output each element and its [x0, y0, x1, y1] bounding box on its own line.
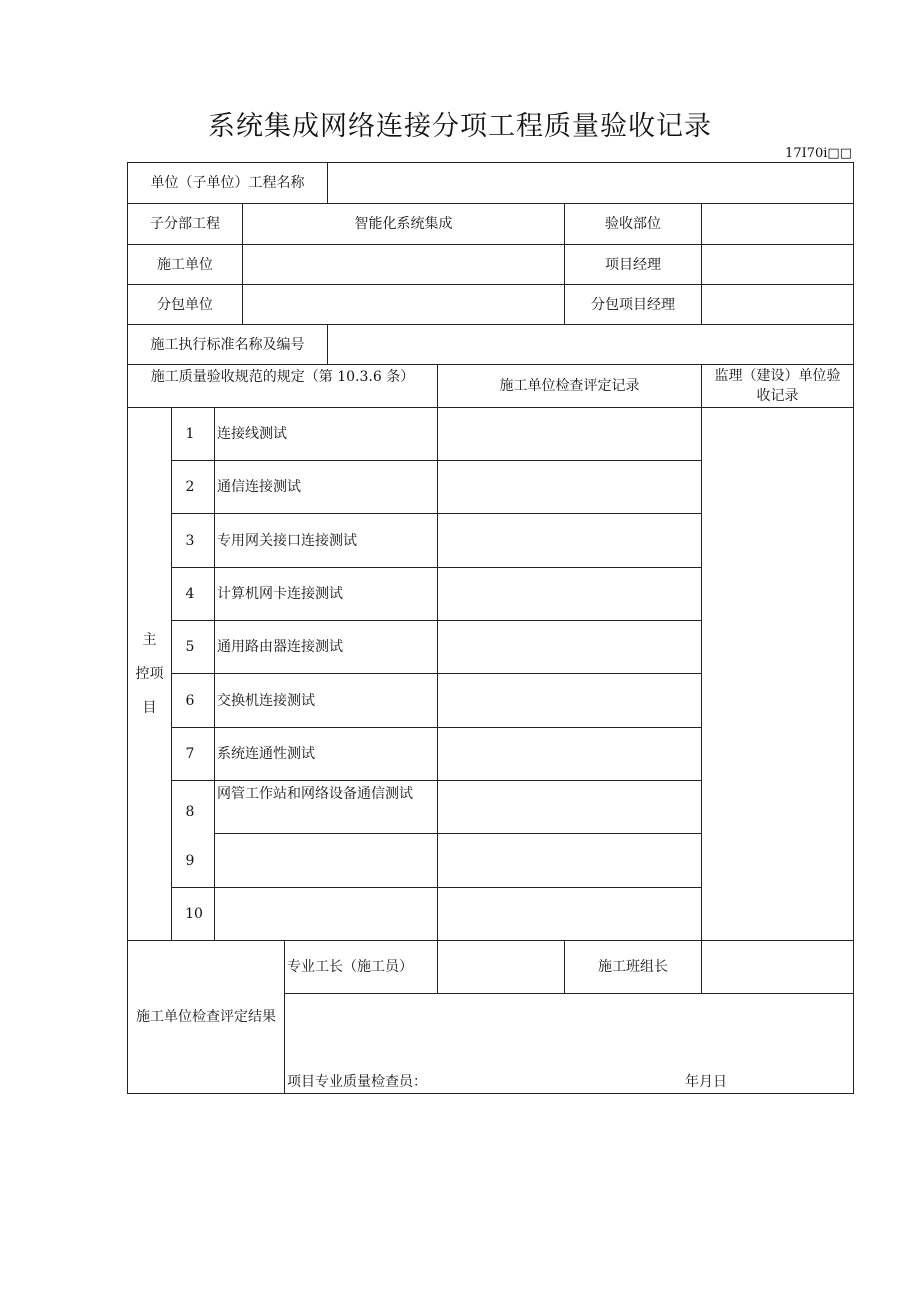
standard-field[interactable]: [328, 325, 853, 364]
main-control-char-1: 主: [142, 632, 157, 648]
item-record-field[interactable]: [438, 834, 701, 887]
supervision-header-line1: 监理（建设）单位验: [714, 368, 841, 384]
item-record-field[interactable]: [438, 674, 701, 727]
item-text: 系统连通性测试: [217, 746, 315, 762]
item-record-field[interactable]: [438, 888, 701, 940]
form-code: 17I70i□□: [785, 146, 852, 161]
item-record-field[interactable]: [438, 514, 701, 567]
subdivision-label: 子分部工程: [150, 216, 220, 232]
acceptance-part-field[interactable]: [702, 204, 853, 244]
item-text: 通信连接测试: [217, 479, 301, 495]
subcontract-manager-label: 分包项目经理: [591, 296, 675, 313]
subcontract-unit-label: 分包单位: [157, 296, 213, 313]
unit-name-field[interactable]: [328, 163, 853, 203]
construction-unit-field[interactable]: [243, 245, 564, 284]
subdivision-value[interactable]: 智能化系统集成: [354, 216, 453, 232]
subcontract-unit-field[interactable]: [243, 285, 564, 324]
standard-label: 施工执行标准名称及编号: [150, 336, 305, 353]
item-text: 交换机连接测试: [217, 692, 315, 709]
page-title: 系统集成网络连接分项工程质量验收记录: [208, 111, 712, 142]
main-control-char-3: 目: [142, 700, 157, 716]
date-label: 年月日: [685, 1074, 727, 1090]
item-number: 4: [185, 586, 195, 602]
supervision-column-header: [702, 365, 853, 407]
item-record-field[interactable]: [438, 781, 701, 833]
construction-unit-label: 施工单位: [157, 256, 213, 273]
item-record-field[interactable]: [438, 568, 701, 620]
foreman-label: 专业工长（施工员）: [287, 959, 413, 975]
result-comment-field[interactable]: [285, 994, 853, 1066]
project-manager-label: 项目经理: [605, 256, 661, 273]
project-manager-field[interactable]: [702, 245, 853, 284]
item-number: 2: [185, 479, 195, 495]
table-border-right: [853, 162, 854, 1094]
check-record-column-header: 施工单位检查评定记录: [499, 378, 640, 394]
inspector-label: 项目专业质量检查员：: [287, 1074, 427, 1090]
item-text: 通用路由器连接测试: [217, 639, 343, 655]
item-number: 6: [185, 692, 195, 709]
item-text[interactable]: [215, 834, 437, 887]
item-text: 连接线测试: [217, 426, 287, 442]
item-record-field[interactable]: [438, 461, 701, 513]
supervision-header-line2: 收记录: [756, 388, 799, 404]
team-leader-field[interactable]: [702, 941, 853, 993]
table-border-bottom: [127, 1093, 854, 1094]
foreman-field[interactable]: [438, 941, 564, 993]
item-text: 网管工作站和网络设备通信测试: [217, 786, 413, 802]
spec-column-header: 施工质量验收规范的规定（第 10.3.6 条）: [150, 369, 415, 385]
item-text[interactable]: [215, 888, 437, 940]
team-leader-label: 施工班组长: [598, 959, 668, 975]
main-control-char-2: 控项: [135, 666, 164, 682]
item-record-field[interactable]: [438, 728, 701, 780]
item-number: 7: [185, 746, 195, 762]
subcontract-manager-field[interactable]: [702, 285, 853, 324]
item-number: 5: [185, 639, 195, 655]
supervision-record-field[interactable]: [702, 408, 853, 940]
item-number: 9: [185, 852, 195, 869]
result-label: 施工单位检查评定结果: [136, 1009, 276, 1025]
item-number: 3: [185, 532, 195, 549]
item-record-field[interactable]: [438, 621, 701, 673]
item-text: 计算机网卡连接测试: [217, 586, 343, 602]
item-text: 专用网关接口连接测试: [217, 532, 357, 549]
item-number: 8: [185, 803, 195, 820]
item-number: 10: [185, 906, 203, 922]
item-number: 1: [185, 426, 195, 442]
item-record-field[interactable]: [438, 408, 701, 460]
acceptance-part-label: 验收部位: [605, 216, 661, 232]
unit-name-label: 单位（子单位）工程名称: [150, 175, 305, 191]
main-control-label: [128, 408, 171, 940]
